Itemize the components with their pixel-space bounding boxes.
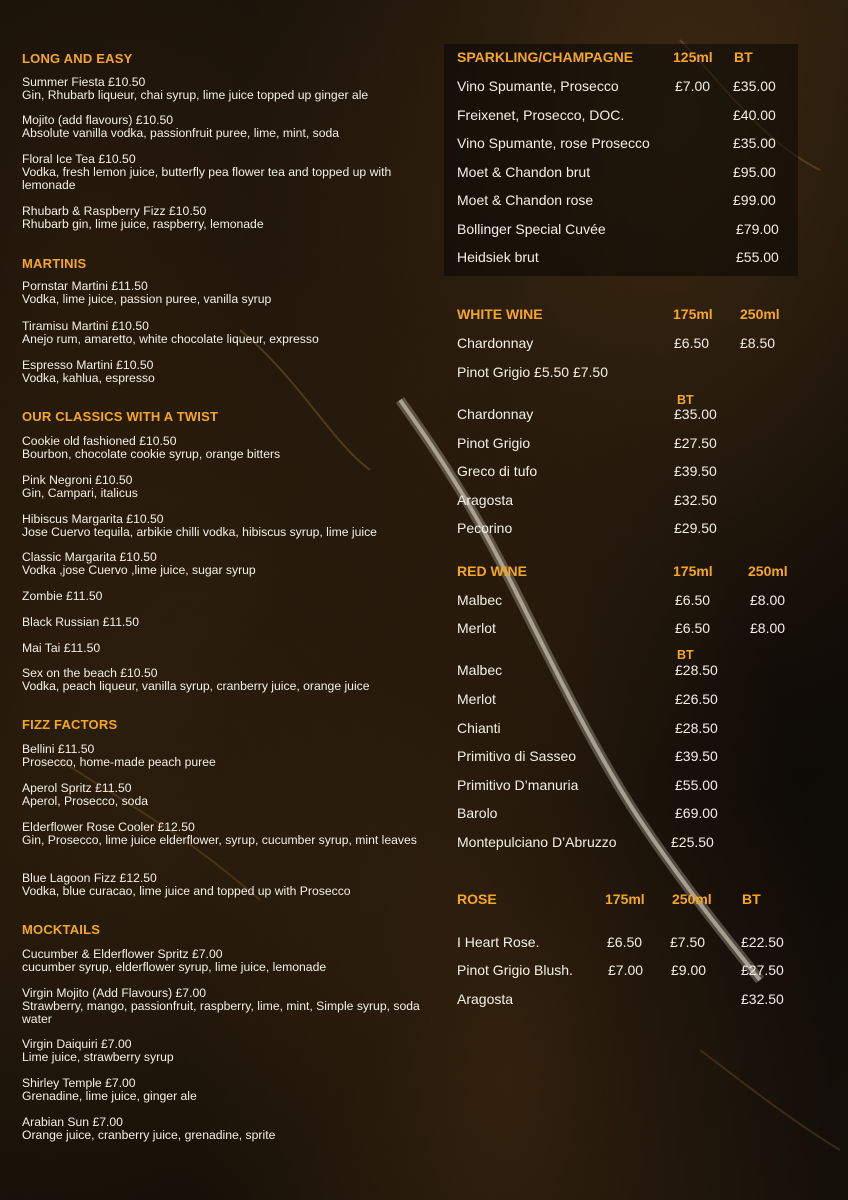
- wine-price: £99.00: [733, 192, 776, 208]
- wine-price: £35.00: [733, 135, 776, 151]
- wine-price: £6.50: [675, 620, 711, 636]
- wine-price: £7.50: [670, 934, 706, 950]
- wine-name: Moet & Chandon rose: [457, 192, 594, 208]
- col-header-bt: BT: [742, 891, 761, 907]
- wine-price: £55.00: [675, 777, 718, 793]
- wine-price: £29.50: [674, 520, 717, 536]
- wine-name: Heidsiek brut: [457, 249, 539, 265]
- wine-price: £79.00: [736, 221, 779, 237]
- menu-item: Aperol Spritz £11.50 Aperol, Prosecco, soda: [22, 781, 149, 808]
- wine-price: £22.50: [741, 934, 784, 950]
- section-title-martinis: MARTINIS: [22, 256, 87, 271]
- wine-price: £8.50: [740, 335, 776, 351]
- col-header-bt: BT: [677, 393, 694, 407]
- wine-name: Freixenet, Prosecco, DOC.: [457, 107, 625, 123]
- menu-item: Black Russian £11.50: [22, 615, 139, 629]
- menu-item: Classic Margarita £10.50 Vodka ,jose Cuervo ,lime juice, sugar syrup: [22, 550, 256, 577]
- menu-item: Sex on the beach £10.50 Vodka, peach liqueur, vanilla syrup, cranberry juice, orange juice: [22, 666, 370, 693]
- section-title-long-and-easy: LONG AND EASY: [22, 51, 133, 66]
- col-header-125ml: 125ml: [673, 49, 713, 65]
- wine-price: £8.00: [750, 620, 786, 636]
- wine-price: £6.50: [607, 934, 643, 950]
- menu-item: Pink Negroni £10.50 Gin, Campari, italicus: [22, 473, 138, 500]
- wine-price: £27.50: [674, 435, 717, 451]
- section-title-red-wine: RED WINE: [457, 563, 527, 579]
- wine-name: Chianti: [457, 720, 501, 736]
- menu-item: Shirley Temple £7.00 Grenadine, lime juice, ginger ale: [22, 1076, 197, 1103]
- menu-item: Blue Lagoon Fizz £12.50 Vodka, blue curacao, lime juice and topped up with Prosecco: [22, 871, 351, 898]
- wine-name: Bollinger Special Cuvée: [457, 221, 606, 237]
- wine-price: £25.50: [671, 834, 714, 850]
- wine-name: Greco di tufo: [457, 463, 538, 479]
- section-title-classics: OUR CLASSICS WITH A TWIST: [22, 409, 219, 424]
- menu-item: Tiramisu Martini £10.50 Anejo rum, amaretto, white chocolate liqueur, expresso: [22, 319, 319, 346]
- menu-item: Hibiscus Margarita £10.50 Jose Cuervo tequila, arbikie chilli vodka, hibiscus syrup, lime juice: [22, 512, 377, 539]
- wine-price: £40.00: [733, 107, 776, 123]
- menu-item: Floral Ice Tea £10.50 Vodka, fresh lemon juice, butterfly pea flower tea and topped up with lemonade: [22, 152, 392, 192]
- wine-name: Pinot Grigio Blush.: [457, 962, 573, 978]
- menu-item: Pornstar Martini £11.50 Vodka, lime juice, passion puree, vanilla syrup: [22, 279, 272, 306]
- wine-name: Pecorino: [457, 520, 513, 536]
- col-header-175ml: 175ml: [605, 891, 645, 907]
- menu-item: Summer Fiesta £10.50 Gin, Rhubarb liqueur, chai syrup, lime juice topped up ginger ale: [22, 75, 369, 102]
- section-title-fizz-factors: FIZZ FACTORS: [22, 717, 118, 732]
- wine-price: £9.00: [671, 962, 707, 978]
- wine-price: £6.50: [675, 592, 711, 608]
- wine-name: Merlot: [457, 691, 496, 707]
- col-header-bt: BT: [677, 648, 694, 662]
- wine-price: £28.50: [675, 662, 718, 678]
- wine-name: Pinot Grigio: [457, 435, 531, 451]
- wine-price: £69.00: [675, 805, 718, 821]
- wine-price: £39.50: [675, 748, 718, 764]
- menu-item: Virgin Daiquiri £7.00 Lime juice, strawberry syrup: [22, 1037, 174, 1064]
- menu-item: Rhubarb & Raspberry Fizz £10.50 Rhubarb gin, lime juice, raspberry, lemonade: [22, 204, 264, 231]
- wine-price: £7.00: [675, 78, 711, 94]
- wine-price: £95.00: [733, 164, 776, 180]
- wine-price: £39.50: [674, 463, 717, 479]
- menu-item: Mojito (add flavours) £10.50 Absolute vanilla vodka, passionfruit puree, lime, mint, soda: [22, 113, 340, 140]
- wine-price: £32.50: [741, 991, 784, 1007]
- wine-name: Merlot: [457, 620, 496, 636]
- wine-name: Chardonnay: [457, 406, 534, 422]
- menu-item: Cucumber & Elderflower Spritz £7.00 cucumber syrup, elderflower syrup, lime juice, lemonade: [22, 947, 327, 974]
- wine-name: Primitivo D’manuria: [457, 777, 579, 793]
- menu-item: Arabian Sun £7.00 Orange juice, cranberry juice, grenadine, sprite: [22, 1115, 276, 1142]
- col-header-bt: BT: [734, 49, 753, 65]
- wine-price: £6.50: [674, 335, 710, 351]
- wine-name: Aragosta: [457, 991, 514, 1007]
- wine-price: £26.50: [675, 691, 718, 707]
- wine-price: £32.50: [674, 492, 717, 508]
- menu-item: Elderflower Rose Cooler £12.50 Gin, Prosecco, lime juice elderflower, syrup, cucumber syrup, mint leaves: [22, 820, 417, 847]
- section-title-rose: ROSE: [457, 891, 497, 907]
- wine-name: Vino Spumante, Prosecco: [457, 78, 619, 94]
- wine-name: Malbec: [457, 662, 503, 678]
- menu-item: Virgin Mojito (Add Flavours) £7.00 Strawberry, mango, passionfruit, raspberry, lime, mint, Simple syrup, soda water: [22, 986, 420, 1026]
- wine-price: £35.00: [674, 406, 717, 422]
- wine-price: £35.00: [733, 78, 776, 94]
- menu-item: Cookie old fashioned £10.50 Bourbon, chocolate cookie syrup, orange bitters: [22, 434, 281, 461]
- wine-name: Chardonnay: [457, 335, 534, 351]
- section-title-sparkling: SPARKLING/CHAMPAGNE: [457, 49, 634, 65]
- wine-name: I Heart Rose.: [457, 934, 540, 950]
- col-header-250ml: 250ml: [748, 563, 788, 579]
- wine-name: Moet & Chandon brut: [457, 164, 591, 180]
- wine-name: Vino Spumante, rose Prosecco: [457, 135, 650, 151]
- menu-item: Bellini £11.50 Prosecco, home-made peach puree: [22, 742, 216, 769]
- wine-price: £55.00: [736, 249, 779, 265]
- wine-price: £28.50: [675, 720, 718, 736]
- wine-name: Pinot Grigio £5.50 £7.50: [457, 364, 608, 380]
- col-header-250ml: 250ml: [740, 306, 780, 322]
- menu-item: Espresso Martini £10.50 Vodka, kahlua, espresso: [22, 358, 155, 385]
- wine-name: Aragosta: [457, 492, 514, 508]
- wine-name: Barolo: [457, 805, 498, 821]
- wine-name: Malbec: [457, 592, 503, 608]
- wine-name: Primitivo di Sasseo: [457, 748, 577, 764]
- section-title-mocktails: MOCKTAILS: [22, 922, 101, 937]
- wine-price: £7.00: [608, 962, 644, 978]
- menu-item: Zombie £11.50: [22, 589, 103, 603]
- col-header-175ml: 175ml: [673, 306, 713, 322]
- col-header-250ml: 250ml: [672, 891, 712, 907]
- col-header-175ml: 175ml: [673, 563, 713, 579]
- wine-price: £8.00: [750, 592, 786, 608]
- wine-price: £27.50: [741, 962, 784, 978]
- menu-item: Mai Tai £11.50: [22, 641, 101, 655]
- wine-name: Montepulciano D’Abruzzo: [457, 834, 617, 850]
- section-title-white-wine: WHITE WINE: [457, 306, 543, 322]
